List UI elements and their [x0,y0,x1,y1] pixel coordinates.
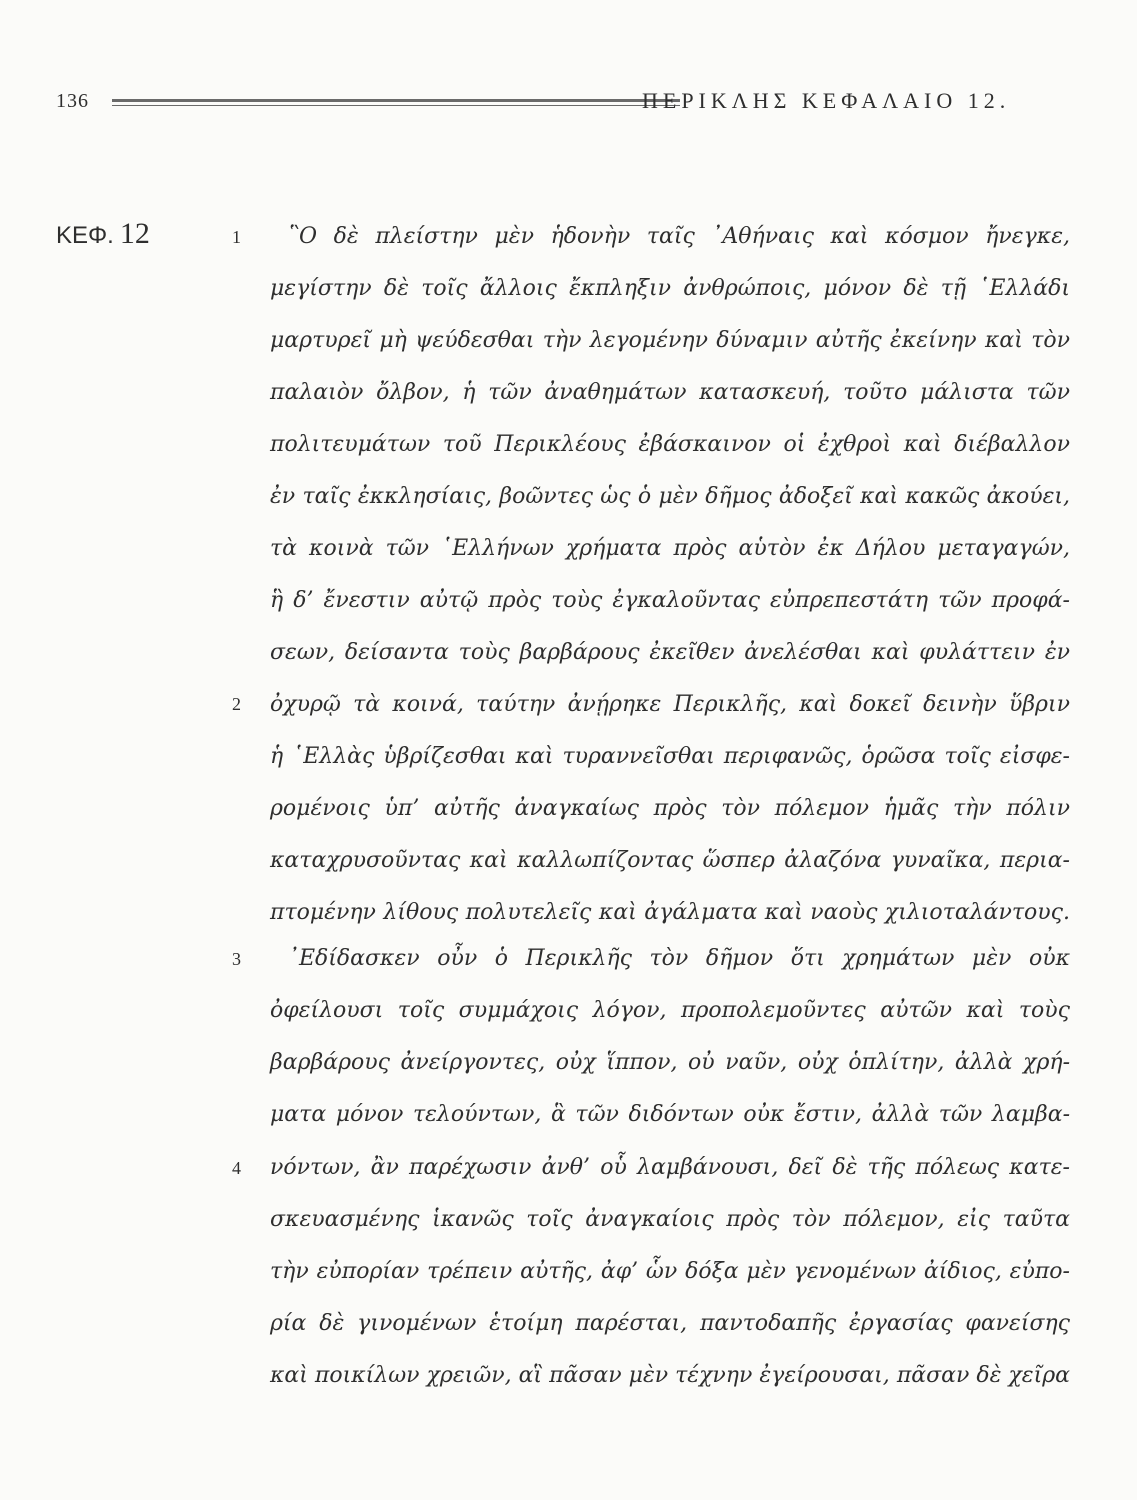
text-line: τὰ κοινὰ τῶν ῾Ελλήνων χρήματα πρὸς αὑτὸν ἐκ Δήλου μεταγαγών, [270,536,1070,561]
section-number-3: 3 [232,949,241,969]
text-line: καταχρυσοῦντας καὶ καλλωπίζοντας ὥσπερ ἀλαζόνα γυναῖκα, περια- [270,848,1070,873]
page-number: 136 [56,90,89,112]
header-rule [112,99,680,106]
text-line: μαρτυρεῖ μὴ ψεύδεσθαι τὴν λεγομένην δύναμιν αὐτῆς ἐκείνην καὶ τὸν [270,328,1070,353]
text-line: πτομένην λίθους πολυτελεῖς καὶ ἀγάλματα καὶ ναοὺς χιλιοταλάντους. [270,900,1070,925]
text-line: παλαιὸν ὄλβον, ἡ τῶν ἀναθημάτων κατασκευή, τοῦτο μάλιστα τῶν [270,380,1070,405]
text-line: νόντων, ἂν παρέχωσιν ἀνθ’ οὗ λαμβάνουσι, δεῖ δὲ τῆς πόλεως κατε- [270,1155,1070,1180]
text-line: ρομένοις ὑπ’ αὐτῆς ἀναγκαίως πρὸς τὸν πόλεμον ἡμᾶς τὴν πόλιν [270,796,1070,821]
text-line: ρία δὲ γινομένων ἑτοίμη παρέσται, παντοδαπῆς ἐργασίας φανείσης [270,1311,1070,1336]
text-line: ῝Ο δὲ πλείστην μὲν ἡδονὴν ταῖς ᾿Αθήναις καὶ κόσμον ἤνεγκε, [288,224,1070,249]
text-line: μεγίστην δὲ τοῖς ἄλλοις ἔκπληξιν ἀνθρώποις, μόνον δὲ τῇ ῾Ελλάδι [270,276,1070,301]
section-number-2: 2 [232,694,241,714]
chapter-number: 12 [119,217,150,250]
text-line: καὶ ποικίλων χρειῶν, αἳ πᾶσαν μὲν τέχνην ἐγείρουσαι, πᾶσαν δὲ χεῖρα [270,1363,1070,1388]
text-line: ἡ ῾Ελλὰς ὑβρίζεσθαι καὶ τυραννεῖσθαι περιφανῶς, ὁρῶσα τοῖς εἰσφε- [270,744,1070,769]
page-header [56,86,1074,120]
text-line: τὴν εὐπορίαν τρέπειν αὐτῆς, ἀφ’ ὧν δόξα μὲν γενομένων ἀίδιος, εὐπο- [270,1259,1070,1284]
text-line: ὀχυρῷ τὰ κοινά, ταύτην ἀνῄρηκε Περικλῆς, καὶ δοκεῖ δεινὴν ὕβριν [270,692,1070,717]
text-line: ἐν ταῖς ἐκκλησίαις, βοῶντες ὡς ὁ μὲν δῆμος ἀδοξεῖ καὶ κακῶς ἀκούει, [270,484,1070,509]
running-title: ΠΕΡΙΚΛΗΣ ΚΕΦΑΛΑΙΟ 12. [642,88,1011,113]
chapter-label-text: ΚΕΦ. [56,222,114,249]
section-number-4: 4 [232,1158,241,1178]
chapter-label [56,217,150,251]
text-line: πολιτευμάτων τοῦ Περικλέους ἐβάσκαινον οἱ ἐχθροὶ καὶ διέβαλλον [270,432,1070,457]
text-line: βαρβάρους ἀνείργοντες, οὐχ ἵππον, οὐ ναῦν, οὐχ ὁπλίτην, ἀλλὰ χρή- [270,1050,1070,1075]
text-line: ἣ δ’ ἔνεστιν αὐτῷ πρὸς τοὺς ἐγκαλοῦντας εὐπρεπεστάτη τῶν προφά- [270,588,1070,613]
text-line: ματα μόνον τελούντων, ἃ τῶν διδόντων οὐκ ἔστιν, ἀλλὰ τῶν λαμβα- [270,1102,1070,1127]
text-line: ᾿Εδίδασκεν οὖν ὁ Περικλῆς τὸν δῆμον ὅτι χρημάτων μὲν οὐκ [288,946,1070,971]
section-number-1: 1 [232,227,241,247]
text-line: ὀφείλουσι τοῖς συμμάχοις λόγον, προπολεμοῦντες αὐτῶν καὶ τοὺς [270,998,1070,1023]
text-line: σκευασμένης ἱκανῶς τοῖς ἀναγκαίοις πρὸς τὸν πόλεμον, εἰς ταῦτα [270,1207,1070,1232]
text-line: σεων, δείσαντα τοὺς βαρβάρους ἐκεῖθεν ἀνελέσθαι καὶ φυλάττειν ἐν [270,640,1070,665]
